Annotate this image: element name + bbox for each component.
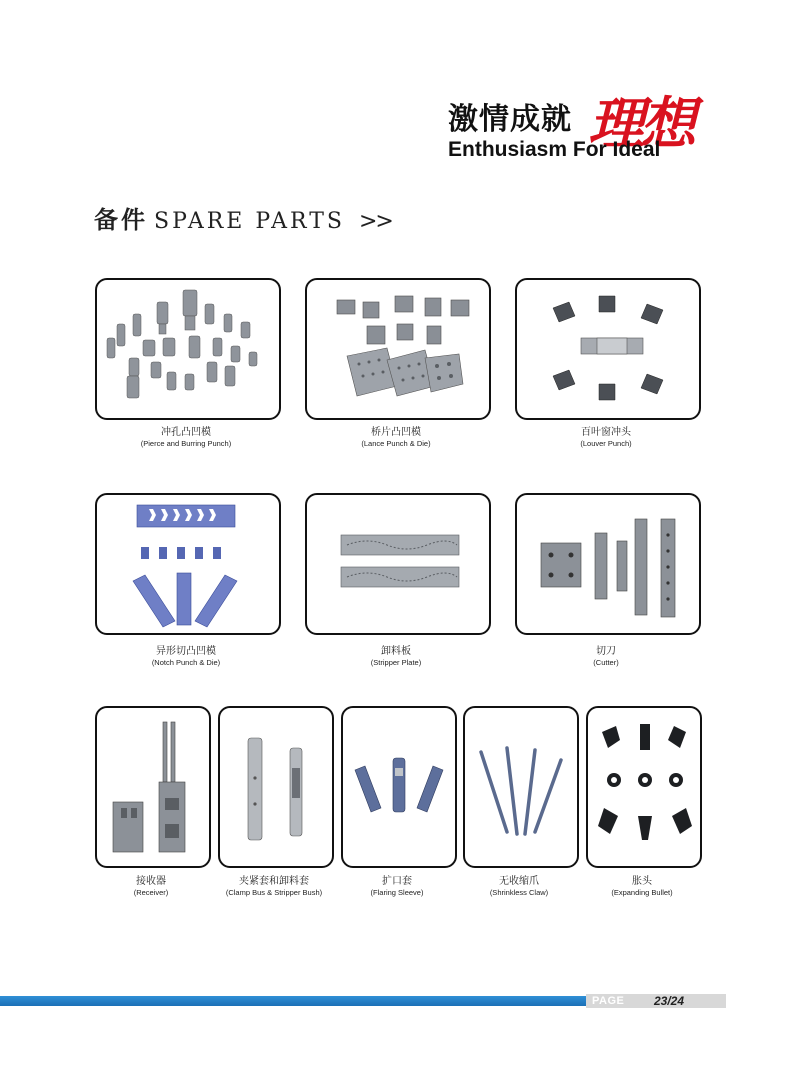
caption-cn: 桥片凸凹模 xyxy=(371,427,421,438)
caption-flaring-sleeve xyxy=(341,875,453,898)
section-title-en: SPARE PARTS xyxy=(154,209,345,234)
footer-page-label: PAGE xyxy=(592,995,625,1007)
arrows-icon: >> xyxy=(358,209,392,234)
slogan-chinese: 激情成就 xyxy=(448,102,572,137)
receiver-image xyxy=(97,708,209,866)
caption-cn: 卸料板 xyxy=(381,646,411,657)
caption-en: (Notch Punch & Die) xyxy=(151,658,221,667)
footer-page-number: 23/24 xyxy=(654,994,685,1008)
shrinkless-claw-image xyxy=(465,708,577,866)
product-card-flaring-sleeve xyxy=(341,706,457,868)
caption-en: (Flaring Sleeve) xyxy=(370,888,424,897)
caption-en: (Clamp Bus & Stripper Bush) xyxy=(225,888,323,897)
caption-clamp-bush xyxy=(212,875,336,898)
caption-en: (Lance Punch & Die) xyxy=(361,439,431,448)
caption-en: (Receiver) xyxy=(133,888,169,897)
caption-en: (Louver Punch) xyxy=(580,439,632,448)
caption-lance-punch xyxy=(305,426,487,449)
expanding-bullet-image xyxy=(588,708,700,866)
caption-cn: 冲孔凸凹模 xyxy=(161,427,211,438)
caption-louver-punch xyxy=(515,426,697,449)
product-card-cutter xyxy=(515,493,701,635)
slogan-english: Enthusiasm For Ideal xyxy=(448,138,661,161)
caption-en: (Cutter) xyxy=(593,658,619,667)
caption-en: (Stripper Plate) xyxy=(370,658,422,667)
caption-cn: 异形切凸凹模 xyxy=(156,646,216,657)
footer-accent-bar xyxy=(0,996,586,1006)
brand-logo xyxy=(440,91,720,164)
stripper-plate-image xyxy=(307,495,489,633)
cutter-image xyxy=(517,495,699,633)
caption-cn: 接收器 xyxy=(136,876,166,887)
caption-cn: 夹紧套和卸料套 xyxy=(239,876,309,887)
product-card-notch-punch xyxy=(95,493,281,635)
caption-cn: 扩口套 xyxy=(382,876,412,887)
product-card-shrinkless-claw xyxy=(463,706,579,868)
caption-stripper-plate xyxy=(305,645,487,668)
caption-shrinkless-claw xyxy=(463,875,575,898)
caption-cn: 百叶窗冲头 xyxy=(581,427,631,438)
product-card-louver-punch xyxy=(515,278,701,420)
caption-cn: 无收缩爪 xyxy=(499,876,539,887)
clamp-bush-image xyxy=(220,708,332,866)
product-card-clamp-bush xyxy=(218,706,334,868)
caption-pierce-punch xyxy=(95,426,277,449)
caption-en: (Pierce and Burring Punch) xyxy=(140,439,232,448)
product-card-stripper-plate xyxy=(305,493,491,635)
product-card-expanding-bullet xyxy=(586,706,702,868)
louver-punch-image xyxy=(517,280,699,418)
product-card-pierce-punch xyxy=(95,278,281,420)
caption-cn: 胀头 xyxy=(632,876,652,887)
product-card-receiver xyxy=(95,706,211,868)
slogan-red-characters: 理想 xyxy=(588,91,692,157)
product-card-lance-punch xyxy=(305,278,491,420)
caption-cutter xyxy=(515,645,697,668)
lance-punch-image xyxy=(307,280,489,418)
flaring-sleeve-image xyxy=(343,708,455,866)
notch-punch-image xyxy=(97,495,279,633)
caption-expanding-bullet xyxy=(586,875,698,898)
caption-notch-punch xyxy=(95,645,277,668)
section-title-cn: 备件 xyxy=(94,206,148,234)
pierce-punch-image xyxy=(97,280,279,418)
caption-cn: 切刀 xyxy=(596,646,616,657)
caption-en: (Shrinkless Claw) xyxy=(489,888,549,897)
section-title xyxy=(94,200,392,235)
caption-receiver xyxy=(95,875,207,898)
caption-en: (Expanding Bullet) xyxy=(611,888,673,897)
